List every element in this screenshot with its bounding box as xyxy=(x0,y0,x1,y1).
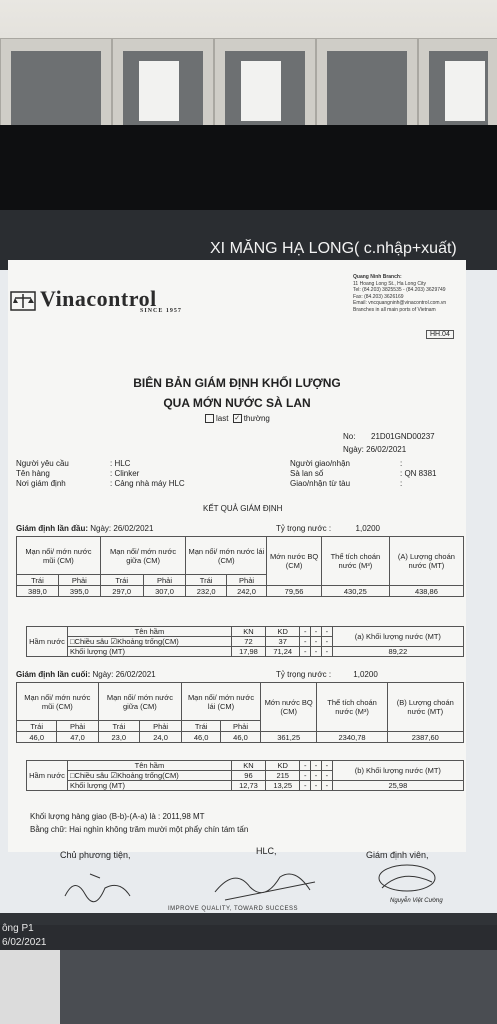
col-mean: Mớn nước BQ (CM) xyxy=(267,537,322,586)
result-heading: KẾT QUẢ GIÁM ĐỊNH xyxy=(203,504,283,513)
check-normal-label: thường xyxy=(243,414,270,423)
col-mid: Mạn nổi/ mớn nước giữa (CM) xyxy=(100,537,186,575)
first-ballast-table: Hầm nước Tên hầm KN KD - - - (a) Khối lượng nước (MT) □Chiều sâu ☑Khoảng trống(CM) 72 37 - - - Khối lượng (MT) 17,98 71,24 - - - 89,22 xyxy=(26,626,464,657)
sent-date: 6/02/2021 xyxy=(2,937,47,948)
office-background xyxy=(0,0,497,125)
hlc-signer: HLC, xyxy=(256,846,277,856)
report-type xyxy=(203,414,270,423)
cabinet xyxy=(214,38,316,128)
company-motto: IMPROVE QUALITY, TOWARD SUCCESS xyxy=(168,906,298,912)
cabinet xyxy=(112,38,214,128)
report-title-2: QUA MỚN NƯỚC SÀ LAN xyxy=(163,396,311,410)
table-row: 389,0 395,0 297,0 307,0 232,0 242,0 79,56 430,25 438,86 xyxy=(17,586,464,597)
first-survey-label: Giám định lần đầu: Ngày: 26/02/2021 xyxy=(16,524,154,533)
attachment-thumbnail-strip xyxy=(0,950,497,1024)
owner-signature xyxy=(60,866,150,906)
branch-line: Fax: (84.203) 3626169 xyxy=(353,293,404,300)
branch-line: Email: vncquangninh@vinacontrol.com.vn xyxy=(353,300,447,306)
cabinet xyxy=(316,38,418,128)
col-stern: Mạn nổi/ mớn nước lái (CM) xyxy=(186,537,267,575)
sender-name: ông P1 xyxy=(2,923,34,934)
last-density: Tỷ trọng nước : 1,0200 xyxy=(276,670,378,679)
branch-info xyxy=(353,274,446,313)
brand-name: Vinacontrol xyxy=(40,286,157,311)
last-survey-label: Giám định lần cuối: Ngày: 26/02/2021 xyxy=(16,670,156,679)
report-title-1: BIÊN BẢN GIÁM ĐỊNH KHỐI LƯỢNG xyxy=(133,376,341,390)
last-ballast-table: Hầm nước Tên hầm KN KD - - - (b) Khối lượng nước (MT) □Chiều sâu ☑Khoảng trống(CM) 96 215 - - - Khối lượng (MT) 12,73 13,25 - - - 25,98 xyxy=(26,760,464,791)
monitor-bezel xyxy=(0,125,497,210)
brand-since: SINCE 1957 xyxy=(140,308,182,314)
branch-line: Tel: (84.203) 3825535 - (84.203) 3629749 xyxy=(353,287,446,293)
inspection-document xyxy=(8,260,466,852)
hlc-signature xyxy=(205,862,325,907)
col-bow: Mạn nổi/ mớn nước mũi (CM) xyxy=(17,537,101,575)
window-title: XI MĂNG HẠ LONG( c.nhập+xuất) xyxy=(210,240,457,257)
request-values: : HLC : Clinker : Cảng nhà máy HLC xyxy=(110,459,185,488)
col-displacement: (A) Lượng choán nước (MT) xyxy=(389,537,463,586)
checkbox-checked-icon: ✓ xyxy=(234,415,241,423)
branch-line: Branches in all main ports of Vietnam xyxy=(353,306,436,313)
first-density: Tỷ trọng nước : 1,0200 xyxy=(276,524,380,533)
request-labels: Người yêu cầu Tên hàng Nơi giám định xyxy=(16,459,69,488)
barge-labels: Người giao/nhận Sà lan số Giao/nhận từ tàu xyxy=(290,459,351,488)
cabinet xyxy=(0,38,112,128)
last-draft-table: Mạn nổi/ mớn nước mũi (CM) Mạn nổi/ mớn nước giữa (CM) Mạn nổi/ mớn nước lái (CM) Mớn nước BQ (CM) Thể tích choán nước (M³) (B) Lượng choán nước (MT) Trái Phải Trái Phải Trái Phải 46,0 47,0 23,0 24,0 46,0 46,0 361,25 2340,78 2387,60 xyxy=(16,682,464,743)
branch-line: Quang Ninh Branch: xyxy=(353,274,402,280)
thumbnail[interactable] xyxy=(0,950,60,1024)
report-no: No: 21D01GND00237 xyxy=(343,432,435,441)
checkbox-unchecked-icon xyxy=(205,414,214,423)
inspector-signature xyxy=(372,860,452,900)
barge-values: : : QN 8381 : xyxy=(400,459,437,488)
viewer-screen xyxy=(0,210,497,930)
check-last-label: last xyxy=(216,414,229,423)
form-code: HH.04 xyxy=(426,330,454,339)
inspector-signer: Giám định viên, xyxy=(366,850,429,860)
table-row: 46,0 47,0 23,0 24,0 46,0 46,0 361,25 2340,78 2387,60 xyxy=(17,732,464,743)
first-draft-table: Mạn nổi/ mớn nước mũi (CM) Mạn nổi/ mớn nước giữa (CM) Mạn nổi/ mớn nước lái (CM) Mớn nước BQ (CM) Thể tích choán nước (M³) (A) Lượng choán nước (MT) Trái Phải Trái Phải Trái Phải 389,0 395,0 297,0 307,0 232,0 242,0 79,56 430,25 438,86 xyxy=(16,536,464,597)
branch-line: 11 Hoang Long St., Ha Long City xyxy=(353,280,427,287)
owner-signer: Chủ phương tiện, xyxy=(60,850,131,860)
scale-logo-icon xyxy=(10,290,36,312)
vinacontrol-logo xyxy=(10,286,182,314)
col-volume: Thể tích choán nước (M³) xyxy=(321,537,389,586)
inspector-name: Nguyễn Việt Cường xyxy=(390,898,443,904)
quantity-in-words: Bằng chữ: Hai nghìn không trăm mười một phẩy chín tám tấn xyxy=(30,825,249,834)
report-date: Ngày: 26/02/2021 xyxy=(343,445,407,454)
cabinet xyxy=(418,38,497,128)
delivered-quantity: Khối lượng hàng giao (B-b)-(A-a) là : 2011,98 MT xyxy=(30,812,205,821)
